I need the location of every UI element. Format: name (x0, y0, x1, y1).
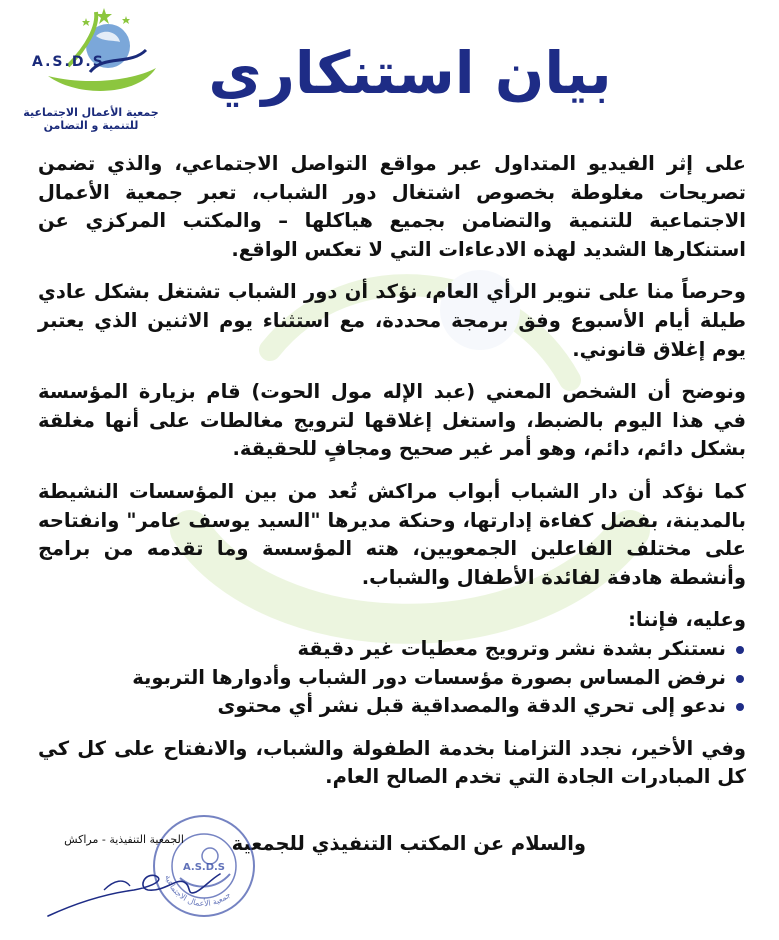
demands-list (38, 635, 746, 721)
stamp-caption: الجمعية التنفيذية - مراكش (64, 833, 184, 846)
association-logo (18, 6, 168, 138)
paragraph-4: كما نؤكد أن دار الشباب أبواب مراكش تُعد من بين المؤسسات النشيطة بالمدينة، بفضل كفاءة إدارتها، وحنكة مديرها "السيد يوسف عامر" وانفتاحه على مختلف الفاعلين الجمعويين، هته المؤسسة وما تقدمه من برامج وأنشطة هادفة لفائدة الأطفال والشباب. (38, 479, 746, 589)
paragraph-2: وحرصاً منا على تنوير الرأي العام، نؤكد أن دور الشباب تشتغل بشكل عادي طيلة أيام الأسبوع وفق برمجة محددة، مع استثناء يوم الاثنين الذي يعتبر يوم إغلاق قانوني. (38, 280, 746, 361)
logo-name (18, 106, 164, 132)
stamp-acronym: A.S.D.S (182, 862, 226, 873)
logo-name-line1: جمعية الأعمال الاجتماعية (23, 106, 159, 119)
lead-line: وعليه، فإننا: (628, 608, 746, 632)
list-item: ندعو إلى تحري الدقة والمصداقية قبل نشر أي محتوى (38, 692, 746, 721)
paragraph-1: على إثر الفيديو المتداول عبر مواقع التواصل الاجتماعي، والذي تضمن تصريحات مغلوطة بخصوص اشتغال دور الشباب، تعبر جمعية الأعمال الاجتماعية للتنمية والتضامن بجميع هياكلها – والمكتب المركزي عن استنكارها الشديد لهذه الادعاءات التي لا تعكس الواقع. (38, 152, 746, 261)
stamp-ring-text-path: جمعية الأعمال الاجتماعية (163, 873, 233, 909)
page-title: بيان استنكاري (208, 39, 612, 107)
statement-body (38, 150, 746, 806)
logo-name-line2: للتنمية و التضامن (43, 119, 139, 132)
handwritten-signature (44, 860, 224, 920)
signoff: والسلام عن المكتب التنفيذي للجمعية (231, 832, 586, 855)
logo-acronym: A.S.D.S (32, 54, 105, 70)
paragraph-3: ونوضح أن الشخص المعني (عبد الإله مول الحوت) قام بزيارة المؤسسة في هذا اليوم بالضبط، واستغل إغلاقها لترويج مغالطات على أنها مغلقة بشكل دائم، دائم، وهو أمر غير صحيح ومجافٍ للحقيقة. (38, 380, 746, 461)
closing-paragraph: وفي الأخير، نجدد التزامنا بخدمة الطفولة والشباب، والانفتاح على كل كي كل المبادرات الجادة التي تخدم الصالح العام. (38, 736, 746, 789)
list-item: نستنكر بشدة نشر وترويج معطيات غير دقيقة (38, 635, 746, 664)
list-item: نرفض المساس بصورة مؤسسات دور الشباب وأدوارها التربوية (38, 664, 746, 693)
